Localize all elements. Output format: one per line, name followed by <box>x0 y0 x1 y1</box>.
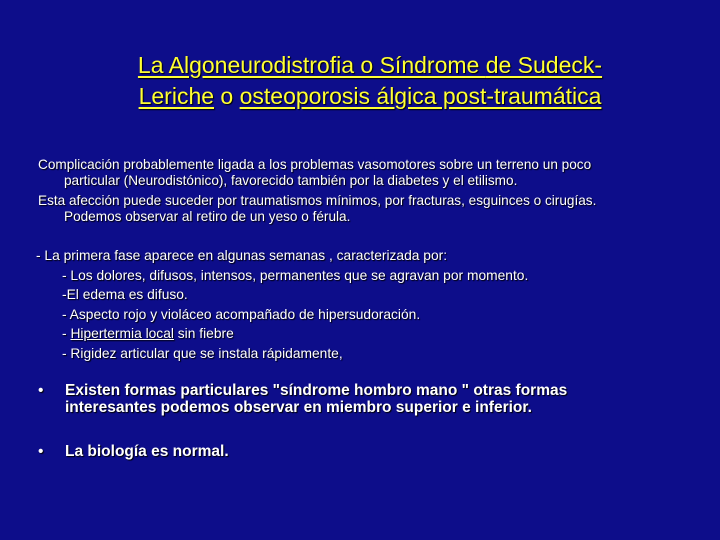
paragraph-affection <box>38 193 703 225</box>
paragraph-line: Esta afección puede suceder por traumatismos mínimos, por fracturas, esguinces o cirugías. <box>38 193 597 208</box>
list-item <box>36 324 701 344</box>
paragraph-line: particular (Neurodistónico), favorecido también por la diabetes y el etilismo. <box>64 173 518 188</box>
bullet-text <box>65 443 665 460</box>
bullet-icon: • <box>38 382 44 399</box>
slide-title <box>70 50 670 112</box>
list-item: - Aspecto rojo y violáceo acompañado de hipersudoración. <box>62 306 421 322</box>
title-text-4: o <box>214 83 240 109</box>
list-item: - Los dolores, difusos, intensos, permanentes que se agravan por momento. <box>62 267 529 283</box>
title-text-2: de Sudeck- <box>485 52 603 78</box>
title-text-3: Leriche <box>138 83 215 109</box>
title-text-5: osteoporosis álgica post-traumática <box>239 83 602 109</box>
list-item-prefix: - <box>62 326 71 341</box>
bullet-text <box>65 382 665 416</box>
paragraph-line: Podemos observar al retiro de un yeso o férula. <box>64 209 351 224</box>
bullet-icon: • <box>38 443 44 460</box>
hipertermia-link[interactable]: Hipertermia local <box>70 326 174 341</box>
list-item: -El edema es difuso. <box>62 287 188 302</box>
title-text-1: La Algoneurodistrofia o Síndrome <box>137 52 486 78</box>
bullet-line: La biología es normal. <box>65 443 229 460</box>
paragraph-line: Complicación probablemente ligada a los problemas vasomotores sobre un terreno un poco <box>38 157 592 172</box>
phase-intro: - La primera fase aparece en algunas semanas , caracterizada por: <box>36 248 448 263</box>
bullet-line: interesantes podemos observar en miembro superior e inferior. <box>65 399 532 416</box>
bullet-line: Existen formas particulares "síndrome hombro mano " otras formas <box>65 382 568 399</box>
list-item-suffix: sin fiebre <box>173 326 234 341</box>
list-item: - Rigidez articular que se instala rápidamente, <box>62 345 343 361</box>
phase-list <box>36 246 701 363</box>
paragraph-complication <box>38 157 703 189</box>
